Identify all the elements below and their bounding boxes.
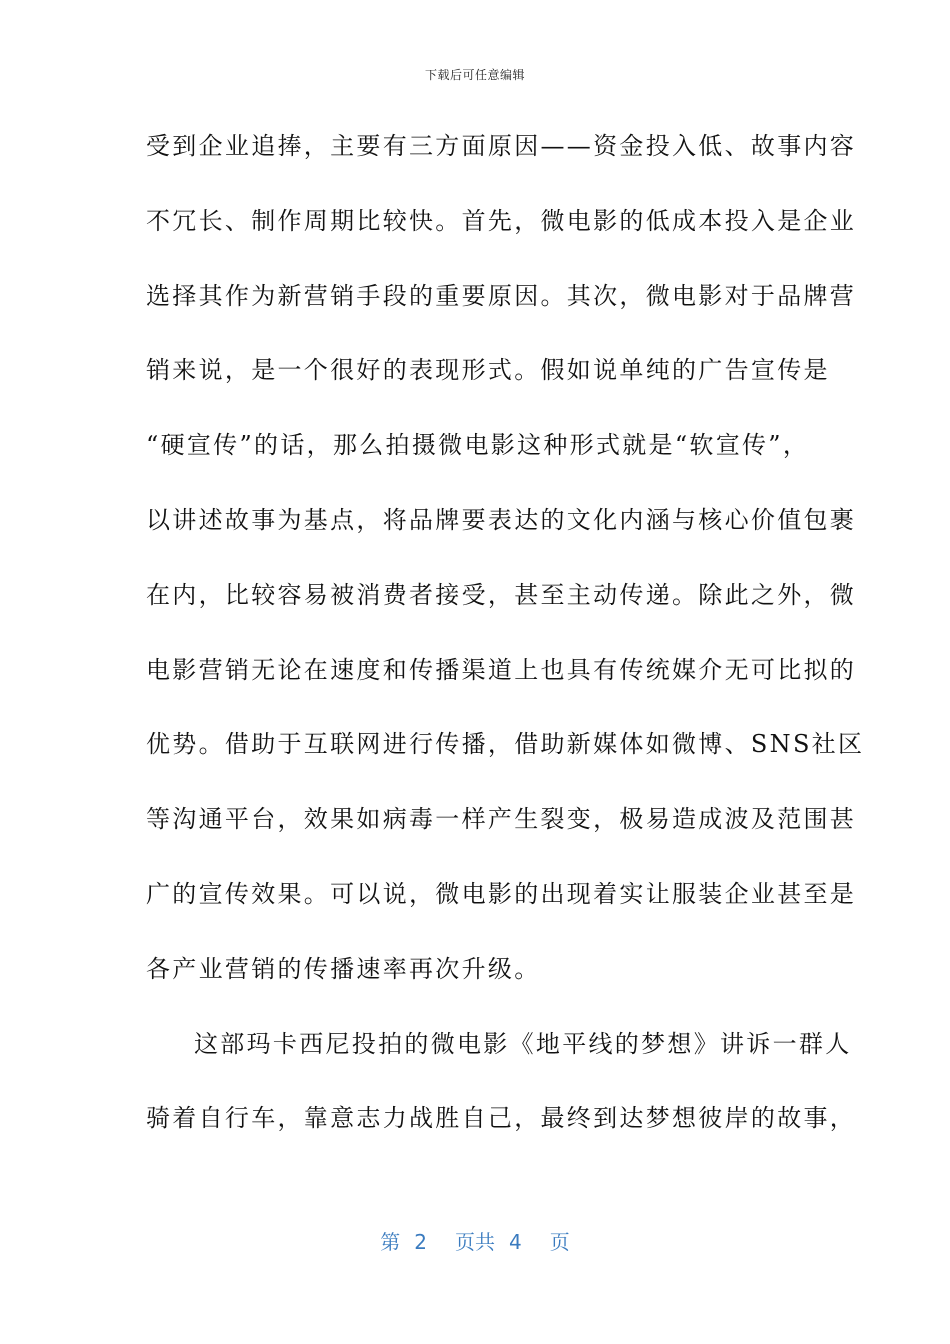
footer-suffix: 页: [549, 1230, 570, 1254]
text-line: 销来说，是一个很好的表现形式。假如说单纯的广告宣传是: [146, 356, 830, 385]
footer-page-number: 2: [414, 1230, 427, 1254]
text-line: 骑着自行车，靠意志力战胜自己，最终到达梦想彼岸的故事，: [146, 1104, 857, 1133]
footer-prefix: 第: [380, 1230, 401, 1254]
text-line: 优势。借助于互联网进行传播，借助新媒体如微博、SNS社区: [146, 730, 865, 759]
text-line: 在内，比较容易被消费者接受，甚至主动传递。除此之外，微: [146, 580, 857, 609]
page-header: 下载后可任意编辑: [424, 68, 525, 82]
text-line: “硬宣传”的话，那么拍摄微电影这种形式就是“软宣传”，: [146, 431, 810, 460]
text-line: 等沟通平台，效果如病毒一样产生裂变，极易造成波及范围甚: [146, 805, 857, 834]
text-line: 不冗长、制作周期比较快。首先，微电影的低成本投入是企业: [146, 206, 857, 235]
text-line-indented: 这部玛卡西尼投拍的微电影《地平线的梦想》讲诉一群人: [194, 1029, 852, 1058]
text-line: 各产业营销的传播速率再次升级。: [146, 954, 541, 983]
page-footer: [0, 1226, 950, 1255]
text-line: 受到企业追捧，主要有三方面原因——资金投入低、故事内容: [146, 132, 857, 160]
footer-middle: 页共: [455, 1230, 495, 1254]
text-line: 选择其作为新营销手段的重要原因。其次，微电影对于品牌营: [146, 281, 857, 310]
text-line: 广的宣传效果。可以说，微电影的出现着实让服装企业甚至是: [146, 879, 857, 908]
text-line: 电影营销无论在速度和传播渠道上也具有传统媒介无可比拟的: [146, 655, 857, 684]
body-text: [146, 124, 865, 1171]
text-line: 以讲述故事为基点，将品牌要表达的文化内涵与核心价值包裹: [146, 505, 857, 534]
footer-total-pages: 4: [509, 1230, 522, 1254]
